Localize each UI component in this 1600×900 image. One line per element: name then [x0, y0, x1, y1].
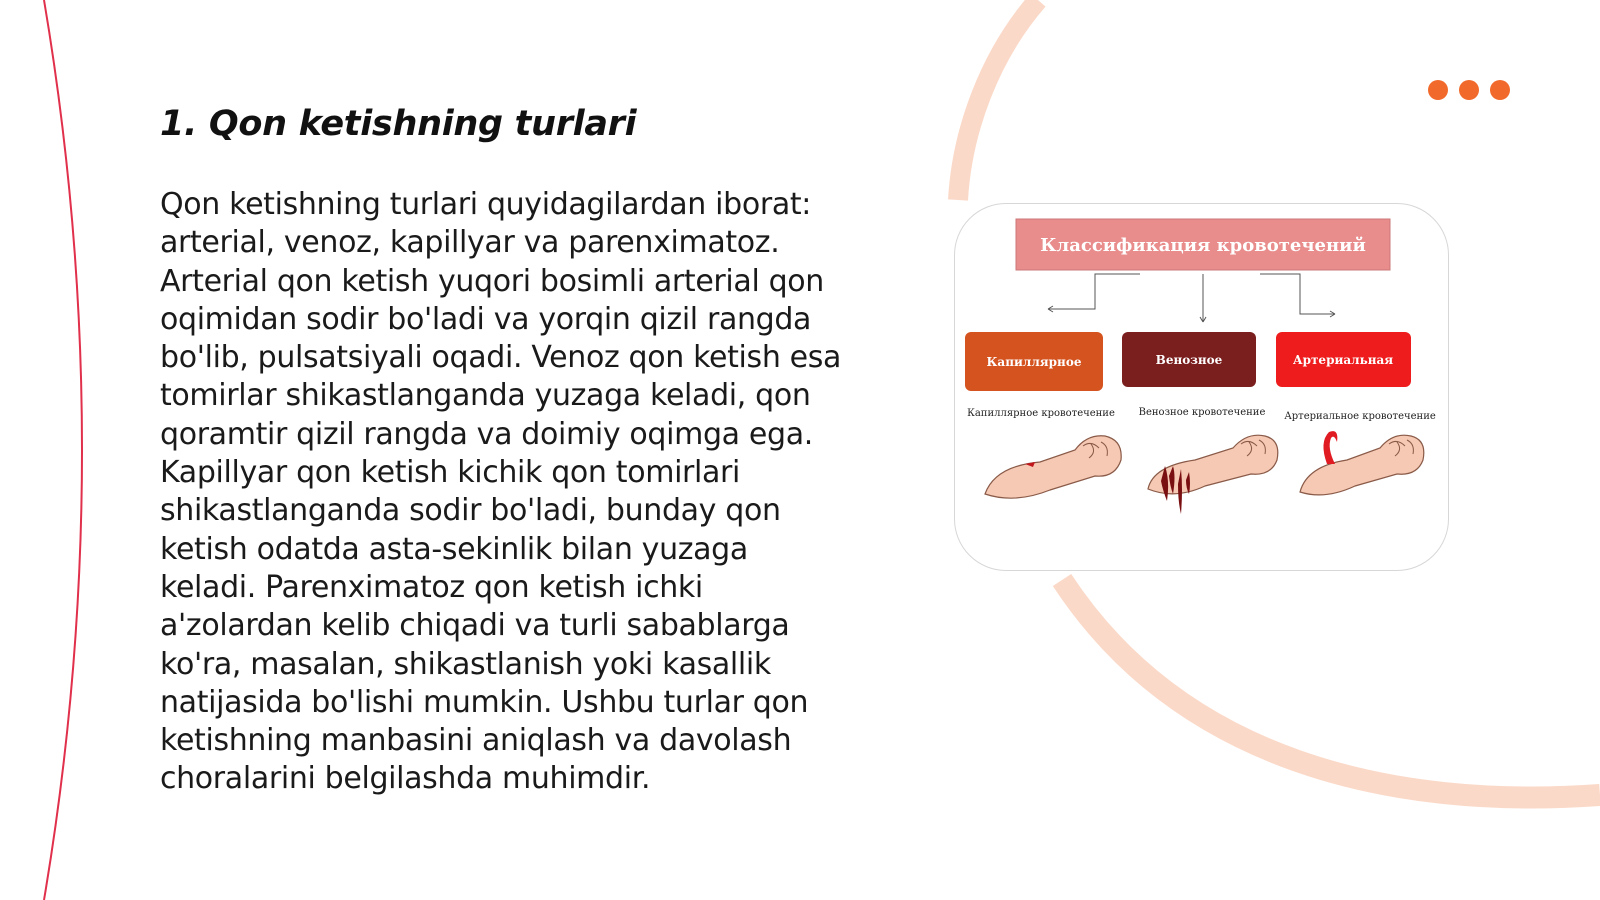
arterial-hand-illustration [1300, 431, 1424, 495]
capillary-label: Капиллярное [986, 355, 1082, 369]
venous-label: Венозное [1155, 353, 1223, 367]
left-edge-curve [44, 0, 82, 900]
arterial-caption: Артериальное кровотечение [1284, 411, 1436, 422]
slide-body-text: Qon ketishning turlari quyidagilardan iborat: arterial, venoz, kapillyar va parenximatoz. Arterial qon ketish yuqori bosimli arterial qon oqimidan sodir bo'ladi va yorqin qizil rangda bo'lib, pulsatsiyali oqadi. Venoz qon ketish esa tomirlar shikastlanganda yuzaga keladi, qon qoramtir qizil rangda va doimiy oqimga ega. Kapillyar qon ketish kichik qon tomirlari shikastlanganda sodir bo'ladi, bunday qon ketish odatda asta-sekinlik bilan yuzaga keladi. Parenximatoz qon ketish ichki a'zolardan kelib chiqadi va turli sabablarga ko'ra, masalan, shikastlanish yoki kasallik natijasida bo'lishi mumkin. Ushbu turlar qon ketishning manbasini aniqlash va davolash choralarini belgilashda muhimdir. [160, 187, 842, 797]
venous-hand-illustration [1148, 435, 1278, 514]
connector-arrows [1048, 274, 1335, 322]
dot-icon [1428, 80, 1448, 100]
arterial-label: Артериальная [1292, 353, 1394, 367]
figure-header-text: Классификация кровотечений [1040, 235, 1366, 256]
venous-caption: Венозное кровотечение [1138, 407, 1266, 418]
bleeding-classification-figure [954, 203, 1449, 571]
dot-icon [1490, 80, 1510, 100]
menu-dots [1428, 80, 1510, 100]
capillary-hand-illustration [985, 436, 1121, 498]
slide-title: 1. Qon ketishning turlari [160, 104, 637, 144]
decor-arc-lower [1062, 580, 1600, 798]
capillary-caption: Капиллярное кровотечение [967, 408, 1115, 419]
decor-arc [958, 0, 1038, 200]
dot-icon [1459, 80, 1479, 100]
